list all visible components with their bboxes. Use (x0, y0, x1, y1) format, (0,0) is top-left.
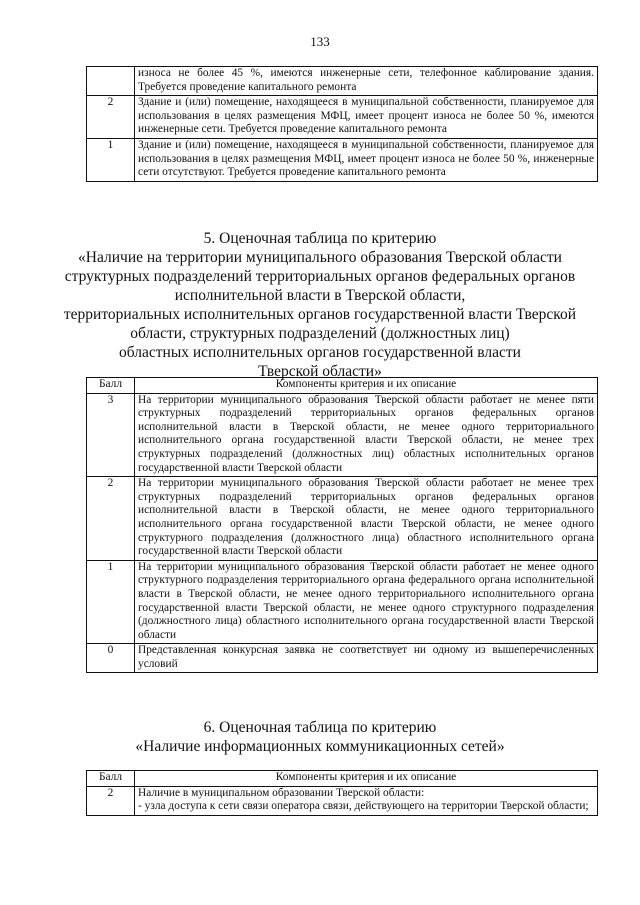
description-cell: На территории муниципального образования Тверской области работает не менее одного структурного подразделения территориального органа федерального органа исполнительной власти в Тверской области, не менее одного территориального исполнительного органа государственной власти Тверской области, не менее одного структурного подразделения (должностного лица) областного исполнительного органа государственной власти Тверской области (135, 560, 598, 644)
score-cell: 0 (87, 644, 135, 673)
page-number: 133 (310, 34, 330, 49)
section-title-line: области, структурных подразделений (должностных лиц) (130, 325, 510, 342)
description-cell: износа не более 45 %, имеются инженерные сети, телефонное каблирование здания. Требуется проведение капитального ремонта (135, 67, 598, 96)
description-cell: На территории муниципального образования Тверской области работает не менее трех структурных подразделений территориальных органов федеральных органов исполнительной власти в Тверской области, не менее одного территориального исполнительного органа государственной власти Тверской области, не менее одного структурного подразделения (должностного лица) областного исполнительного органа государственной власти Тверской области (135, 477, 598, 561)
section-title-line: «Наличие на территории муниципального образования Тверской области (78, 249, 562, 266)
description-cell: На территории муниципального образования Тверской области работает не менее пяти структурных подразделений территориальных органов федеральных органов исполнительной власти в Тверской области, не менее одного территориального исполнительного органа государственной власти Тверской области, не менее трех структурных подразделений (должностных лиц) областных исполнительных органов государственной власти Тверской области (135, 393, 598, 477)
section-title-line: Тверской области» (258, 363, 382, 380)
table-row (87, 138, 598, 181)
score-cell: 3 (87, 393, 135, 477)
criteria-table-6 (86, 770, 598, 816)
column-header-score: Балл (87, 771, 135, 787)
description-line: - узла доступа к сети связи оператора связи, действующего на территории Тверской области; (138, 800, 589, 813)
section-title-line: областных исполнительных органов государственной власти (119, 344, 521, 361)
score-cell: 2 (87, 96, 135, 139)
table-header-row (87, 771, 598, 787)
score-cell: 1 (87, 560, 135, 644)
description-cell: Здание и (или) помещение, находящееся в муниципальной собственности, планируемое для использования в целях размещения МФЦ, имеет процент износа не более 50 %, инженерные сети отсутствуют. Требуется проведение капитального ремонта (135, 138, 598, 181)
criteria-table-5 (86, 377, 598, 673)
section-title-line: «Наличие информационных коммуникационных сетей» (135, 738, 505, 755)
section-title-line: 5. Оценочная таблица по критерию (203, 230, 437, 247)
table-row (87, 786, 598, 815)
table-header-row (87, 378, 598, 394)
description-line: Наличие в муниципальном образовании Тверской области: (138, 786, 425, 799)
description-cell: Представленная конкурсная заявка не соответствует ни одному из вышеперечисленных условий (135, 644, 598, 673)
score-cell: 1 (87, 138, 135, 181)
column-header-score: Балл (87, 378, 135, 394)
section-title-line: территориальных исполнительных органов государственной власти Тверской (63, 306, 577, 323)
score-cell (87, 67, 135, 96)
section-title-line: 6. Оценочная таблица по критерию (203, 719, 437, 736)
table-row (87, 393, 598, 477)
section-5-title (0, 229, 640, 381)
table-row (87, 477, 598, 561)
score-cell: 2 (87, 477, 135, 561)
score-cell: 2 (87, 786, 135, 815)
section-title-line: исполнительной власти в Тверской области, (174, 287, 466, 304)
table-row (87, 96, 598, 139)
column-header-description: Компоненты критерия и их описание (135, 378, 598, 394)
table-row (87, 644, 598, 673)
table-row (87, 67, 598, 96)
column-header-description: Компоненты критерия и их описание (135, 771, 598, 787)
description-cell: Здание и (или) помещение, находящееся в муниципальной собственности, планируемое для использования в целях размещения МФЦ, имеет процент износа не более 50 %, имеются инженерные сети. Требуется проведение капитального ремонта (135, 96, 598, 139)
section-title-line: структурных подразделений территориальных органов федеральных органов (64, 268, 576, 285)
table-row (87, 560, 598, 644)
section-6-title (0, 718, 640, 756)
description-cell (135, 786, 598, 815)
criteria-table-continued (86, 66, 598, 182)
